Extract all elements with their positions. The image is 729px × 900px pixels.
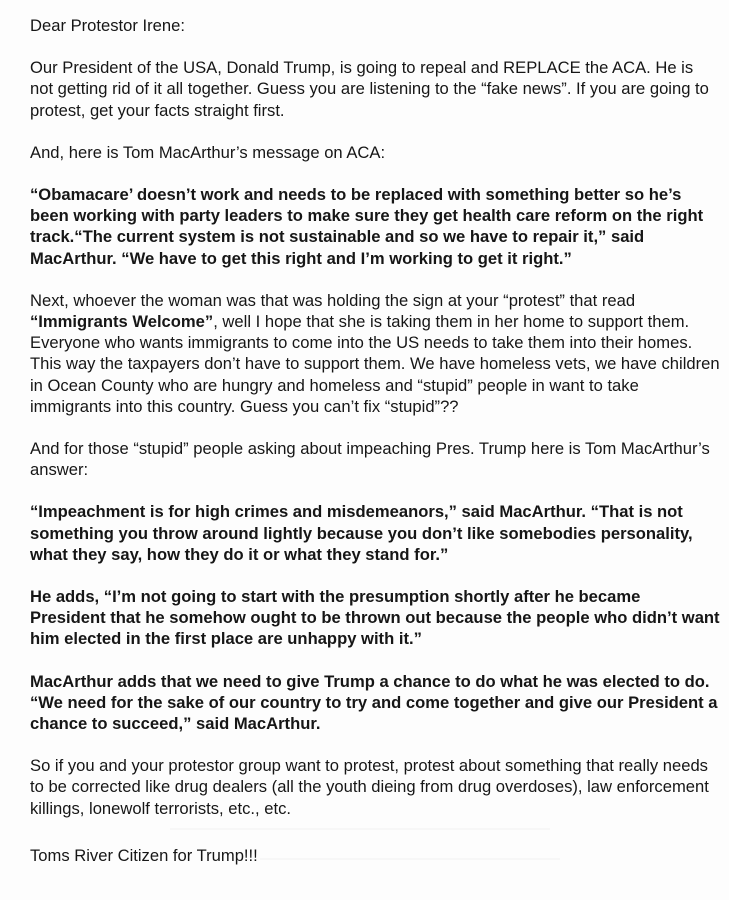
signature: Toms River Citizen for Trump!!! (30, 846, 258, 865)
salutation: Dear Protestor Irene: (30, 16, 185, 35)
scan-smudge (260, 858, 560, 860)
immigrants-text-end: , well I hope that she is taking them in her home to support them. Everyone who wants immigrants to come into the US needs to take them into their homes. This way the taxpayers don’t have to support them. We have homeless vets, we have children in Ocean County who are hungry and homeless and “stupid” people in want to take immigrants into this country. Guess you can’t fix “stupid”?? (30, 312, 720, 416)
paragraph-macarthur-aca-quote: “Obamacare’ doesn’t work and needs to be replaced with something better so he’s been working with party leaders to make sure they get health care reform on the right track.“The current system is not sustainable and so we have to repair it,” said MacArthur. “We have to get this right and I’m working to get it right.” (30, 185, 704, 268)
letter-body (30, 15, 720, 840)
paragraph-impeachment-quote: “Impeachment is for high crimes and misdemeanors,” said MacArthur. “That is not something you throw around lightly because you don’t like somebodies personality, what they say, how they do it or what they stand for.” (30, 502, 693, 564)
paragraph-impeach-intro: And for those “stupid” people asking about impeaching Pres. Trump here is Tom MacArthur’s answer: (30, 439, 710, 480)
paragraph-aca-repeal: Our President of the USA, Donald Trump, is going to repeal and REPLACE the ACA. He is not getting rid of it all together. Guess you are listening to the “fake news”. If you are going to protest, get your facts straight first. (30, 58, 709, 120)
immigrants-text-start: Next, whoever the woman was that was holding the sign at your “protest” that read (30, 290, 636, 310)
paragraph-macarthur-intro: And, here is Tom MacArthur’s message on ACA: (30, 142, 386, 162)
paragraph-presumption-quote: He adds, “I’m not going to start with the presumption shortly after he became President that he somehow ought to be thrown out because the people who didn’t want him elected in the first place are unhappy with it.” (30, 587, 720, 649)
paragraph-immigrants (30, 290, 720, 417)
paragraph-give-chance-quote: MacArthur adds that we need to give Trump a chance to do what he was elected to do. “We need for the sake of our country to try and come together and give our President a chance to succeed,” said MacArthur. (30, 671, 718, 734)
paragraph-protest-suggestion: So if you and your protestor group want to protest, protest about something that really needs to be corrected like drug dealers (all the youth dieing from drug overdoses), law enforcement killings, lonewolf terrorists, etc., etc. (30, 756, 709, 818)
immigrants-sign-text: “Immigrants Welcome” (30, 312, 214, 332)
